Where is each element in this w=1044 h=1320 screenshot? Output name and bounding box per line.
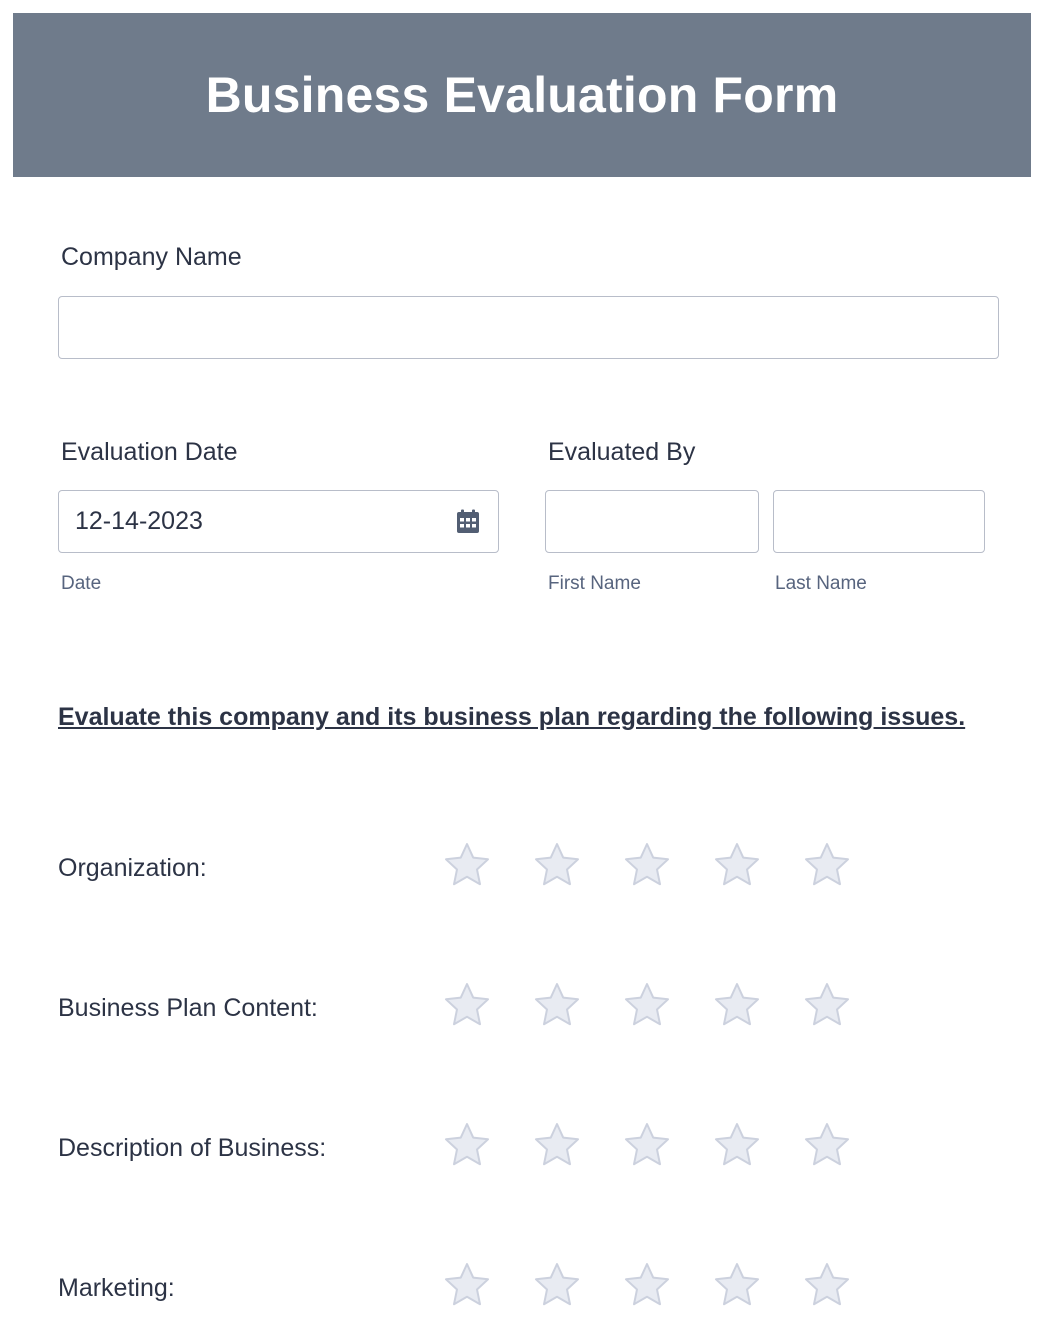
rating-label: Business Plan Content: bbox=[58, 994, 318, 1022]
evaluated-by-label: Evaluated By bbox=[548, 438, 696, 466]
rating-label: Marketing: bbox=[58, 1274, 175, 1302]
instruction-text: Evaluate this company and its business plan regarding the following issues. bbox=[58, 703, 966, 731]
evaluation-date-input[interactable] bbox=[58, 490, 499, 553]
rating-row-business-plan-content bbox=[0, 980, 1044, 1040]
star-icon[interactable] bbox=[622, 980, 672, 1030]
star-icon[interactable] bbox=[802, 840, 852, 890]
company-name-label: Company Name bbox=[61, 243, 242, 271]
evaluation-date-field bbox=[58, 490, 499, 553]
first-name-sublabel: First Name bbox=[548, 573, 641, 594]
star-icon[interactable] bbox=[532, 1120, 582, 1170]
star-icon[interactable] bbox=[712, 1120, 762, 1170]
star-icon[interactable] bbox=[532, 840, 582, 890]
form-title: Business Evaluation Form bbox=[205, 67, 839, 123]
evaluation-date-sublabel: Date bbox=[61, 573, 102, 594]
star-icon[interactable] bbox=[802, 1120, 852, 1170]
star-icon[interactable] bbox=[622, 1260, 672, 1310]
company-name-input[interactable] bbox=[58, 296, 999, 359]
rating-row-marketing bbox=[0, 1260, 1044, 1320]
star-icon[interactable] bbox=[712, 840, 762, 890]
rating-label: Organization: bbox=[58, 854, 207, 882]
star-rating bbox=[442, 980, 852, 1030]
star-icon[interactable] bbox=[622, 840, 672, 890]
star-rating bbox=[442, 1260, 852, 1310]
star-icon[interactable] bbox=[712, 1260, 762, 1310]
star-icon[interactable] bbox=[622, 1120, 672, 1170]
rating-label: Description of Business: bbox=[58, 1134, 327, 1162]
star-icon[interactable] bbox=[802, 980, 852, 1030]
star-icon[interactable] bbox=[712, 980, 762, 1030]
star-rating bbox=[442, 1120, 852, 1170]
star-icon[interactable] bbox=[442, 1260, 492, 1310]
star-icon[interactable] bbox=[442, 840, 492, 890]
first-name-input[interactable] bbox=[545, 490, 759, 553]
star-icon[interactable] bbox=[802, 1260, 852, 1310]
star-icon[interactable] bbox=[442, 1120, 492, 1170]
star-icon[interactable] bbox=[532, 1260, 582, 1310]
star-icon[interactable] bbox=[442, 980, 492, 1030]
rating-row-organization bbox=[0, 840, 1044, 900]
last-name-input[interactable] bbox=[773, 490, 985, 553]
star-icon[interactable] bbox=[532, 980, 582, 1030]
calendar-icon[interactable] bbox=[455, 509, 481, 535]
evaluation-date-label: Evaluation Date bbox=[61, 438, 238, 466]
star-rating bbox=[442, 840, 852, 890]
form-header bbox=[13, 13, 1031, 177]
rating-row-description-of-business bbox=[0, 1120, 1044, 1180]
last-name-sublabel: Last Name bbox=[775, 573, 867, 594]
